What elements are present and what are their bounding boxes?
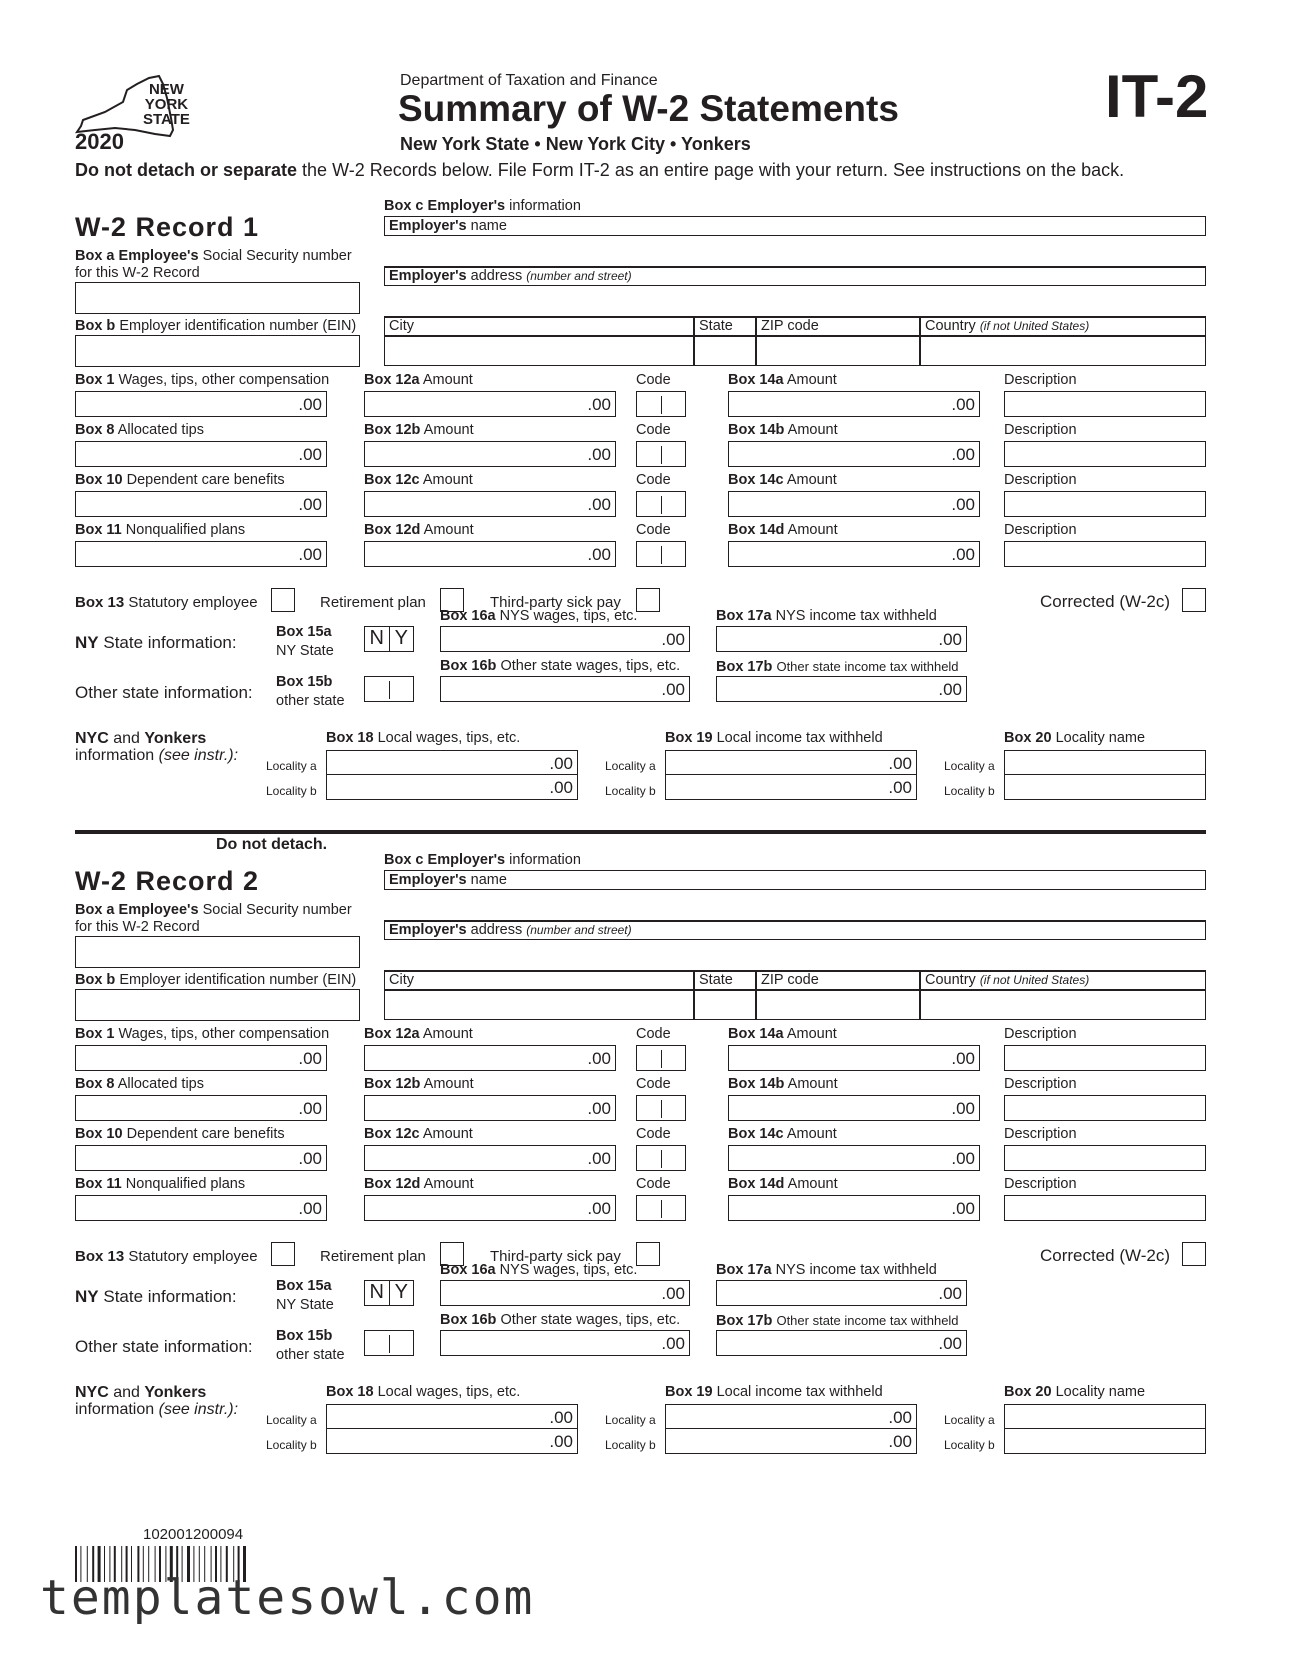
box-14a-input[interactable]: .00: [728, 1045, 980, 1071]
record-title: W-2 Record 1: [75, 212, 259, 242]
box-8-input[interactable]: .00: [75, 441, 327, 467]
description-b-label: Description: [1004, 422, 1077, 438]
record-title: W-2 Record 2: [75, 866, 259, 896]
description-d-label: Description: [1004, 1176, 1077, 1192]
do-not-detach-label: Do not detach.: [216, 836, 328, 853]
box-15b-input[interactable]: [364, 676, 414, 702]
city-label: City: [389, 318, 414, 334]
box-15a-label: Box 15a: [276, 624, 332, 640]
box-14c-label: Box 14c Amount: [728, 472, 837, 488]
code-d-label: Code: [636, 522, 671, 538]
box-10-input[interactable]: .00: [75, 1145, 327, 1171]
box-19-locality-a-label: Locality a: [605, 1413, 656, 1427]
box-16a-input[interactable]: .00: [440, 626, 690, 652]
box-11-input[interactable]: .00: [75, 1195, 327, 1221]
box-14a-input[interactable]: .00: [728, 391, 980, 417]
country-input[interactable]: [922, 337, 1204, 364]
nyc-yonkers-label-line2: information (see instr.):: [75, 1401, 239, 1418]
corrected-label: Corrected (W-2c): [1040, 592, 1171, 611]
box-10-label: Box 10 Dependent care benefits: [75, 472, 285, 488]
box-1-input[interactable]: .00: [75, 1045, 327, 1071]
description-c-input[interactable]: [1004, 1145, 1206, 1171]
box-11-label: Box 11 Nonqualified plans: [75, 1176, 246, 1192]
box-12c-label: Box 12c Amount: [364, 472, 473, 488]
box-19-locality-b-label: Locality b: [605, 784, 656, 798]
employer-name-label: Employer's name: [389, 872, 507, 888]
box-15a-sub: NY State: [276, 643, 334, 659]
box-a-label: Box a Employee's Social Security number: [75, 902, 352, 918]
box-16a-label: Box 16a NYS wages, tips, etc.: [440, 1262, 638, 1278]
box-20-label: Box 20 Locality name: [1004, 1384, 1146, 1400]
ny-state-info-label: NY State information:: [75, 633, 237, 652]
detach-instruction-bold: Do not detach or separate: [75, 160, 298, 180]
description-d-input[interactable]: [1004, 541, 1206, 567]
box-12a-label: Box 12a Amount: [364, 372, 473, 388]
box-14b-input[interactable]: .00: [728, 1095, 980, 1121]
description-a-label: Description: [1004, 372, 1077, 388]
box-20-locality-a-input[interactable]: [1004, 1404, 1206, 1430]
box-12c-input[interactable]: .00: [364, 1145, 616, 1171]
box-12d-input[interactable]: .00: [364, 1195, 616, 1221]
box-a-label: Box a Employee's Social Security number: [75, 248, 352, 264]
box-19-locality-b-input[interactable]: .00: [665, 1428, 917, 1454]
employer-name-input[interactable]: [384, 236, 1206, 266]
box-14a-label: Box 14a Amount: [728, 372, 837, 388]
description-b-input[interactable]: [1004, 1095, 1206, 1121]
code-d-input[interactable]: [636, 541, 686, 567]
employer-address-label: Employer's address (number and street): [389, 922, 632, 938]
state-input[interactable]: [696, 337, 753, 364]
box-1-input[interactable]: .00: [75, 391, 327, 417]
box-10-input[interactable]: .00: [75, 491, 327, 517]
code-d-label: Code: [636, 1176, 671, 1192]
box-17b-label: Box 17b Other state income tax withheld: [716, 659, 959, 675]
box-12a-input[interactable]: .00: [364, 391, 616, 417]
box-16a-label: Box 16a NYS wages, tips, etc.: [440, 608, 638, 624]
box-8-label: Box 8 Allocated tips: [75, 1076, 204, 1092]
box-12d-label: Box 12d Amount: [364, 522, 474, 538]
zip-input[interactable]: [758, 991, 917, 1018]
box-12a-input[interactable]: .00: [364, 1045, 616, 1071]
box-b-label: Box b Employer identification number (EIN): [75, 318, 357, 334]
state-label: State: [699, 972, 733, 988]
box-b-label: Box b Employer identification number (EIN): [75, 972, 357, 988]
box-17b-label: Box 17b Other state income tax withheld: [716, 1313, 959, 1329]
box-15b-sub: other state: [276, 693, 345, 709]
box-18-label: Box 18 Local wages, tips, etc.: [326, 730, 521, 746]
city-label: City: [389, 972, 414, 988]
code-d-input[interactable]: [636, 1195, 686, 1221]
box-12c-input[interactable]: .00: [364, 491, 616, 517]
box-15b-label: Box 15b: [276, 674, 333, 690]
description-b-input[interactable]: [1004, 441, 1206, 467]
box-12d-input[interactable]: .00: [364, 541, 616, 567]
code-a-input[interactable]: [636, 391, 686, 417]
employer-name-input[interactable]: [384, 890, 1206, 920]
box-15b-label: Box 15b: [276, 1328, 333, 1344]
state-input[interactable]: [696, 991, 753, 1018]
third-party-sick-pay-checkbox[interactable]: [636, 1242, 660, 1266]
code-b-input[interactable]: [636, 441, 686, 467]
box-14c-label: Box 14c Amount: [728, 1126, 837, 1142]
box-16b-input[interactable]: .00: [440, 676, 690, 702]
ein-input[interactable]: [75, 989, 360, 1021]
detach-instruction-rest: the W-2 Records below. File Form IT-2 as an entire page with your return. See instructions on the back.: [297, 160, 1125, 180]
box-15a-sub: NY State: [276, 1297, 334, 1313]
code-a-label: Code: [636, 372, 671, 388]
box-14d-input[interactable]: .00: [728, 541, 980, 567]
ein-input[interactable]: [75, 335, 360, 367]
code-b-input[interactable]: [636, 1095, 686, 1121]
box-11-label: Box 11 Nonqualified plans: [75, 522, 246, 538]
box-17b-input[interactable]: .00: [716, 1330, 967, 1356]
barcode-number: 102001200094: [143, 1526, 244, 1543]
box-17a-input[interactable]: .00: [716, 1280, 967, 1306]
box-c-label: Box c Employer's information: [384, 852, 581, 868]
box-18-locality-b-input[interactable]: .00: [326, 774, 578, 800]
box-14b-input[interactable]: .00: [728, 441, 980, 467]
corrected-checkbox[interactable]: [1182, 1242, 1206, 1266]
box-18-locality-b-input[interactable]: .00: [326, 1428, 578, 1454]
country-label: Country (if not United States): [925, 318, 1090, 334]
box-18-locality-a-input[interactable]: .00: [326, 1404, 578, 1430]
box-12b-label: Box 12b Amount: [364, 1076, 474, 1092]
box-18-label: Box 18 Local wages, tips, etc.: [326, 1384, 521, 1400]
box-13-label: Box 13 Statutory employee: [75, 1248, 258, 1265]
box-17a-label: Box 17a NYS income tax withheld: [716, 608, 937, 624]
country-label: Country (if not United States): [925, 972, 1090, 988]
box-18-locality-b-label: Locality b: [266, 1438, 317, 1452]
box-14d-label: Box 14d Amount: [728, 1176, 838, 1192]
logo-word-3: STATE: [143, 111, 190, 128]
box-1-label: Box 1 Wages, tips, other compensation: [75, 372, 330, 388]
description-a-input[interactable]: [1004, 1045, 1206, 1071]
box-14d-label: Box 14d Amount: [728, 522, 838, 538]
box-c-label: Box c Employer's information: [384, 198, 581, 214]
description-b-label: Description: [1004, 1076, 1077, 1092]
ssn-input[interactable]: [75, 936, 360, 968]
box-20-locality-a-label: Locality a: [944, 1413, 995, 1427]
zip-label: ZIP code: [761, 972, 819, 988]
description-c-input[interactable]: [1004, 491, 1206, 517]
box-19-label: Box 19 Local income tax withheld: [665, 730, 883, 746]
box-18-locality-a-label: Locality a: [266, 1413, 317, 1427]
state-label: State: [699, 318, 733, 334]
description-d-input[interactable]: [1004, 1195, 1206, 1221]
box-14b-label: Box 14b Amount: [728, 422, 838, 438]
zip-input[interactable]: [758, 337, 917, 364]
box-16b-label: Box 16b Other state wages, tips, etc.: [440, 658, 681, 674]
box-12b-label: Box 12b Amount: [364, 422, 474, 438]
corrected-checkbox[interactable]: [1182, 588, 1206, 612]
box-15a-ny-box: N Y: [364, 626, 414, 652]
code-c-input[interactable]: [636, 491, 686, 517]
box-15b-input[interactable]: [364, 1330, 414, 1356]
box-8-input[interactable]: .00: [75, 1095, 327, 1121]
box-19-label: Box 19 Local income tax withheld: [665, 1384, 883, 1400]
employer-address-input[interactable]: [384, 286, 1206, 316]
employer-address-label: Employer's address (number and street): [389, 268, 632, 284]
box-19-locality-a-input[interactable]: .00: [665, 1404, 917, 1430]
description-d-label: Description: [1004, 522, 1077, 538]
form-subtitle: New York State • New York City • Yonkers: [400, 134, 751, 154]
w2-record-2: [0, 844, 1290, 1484]
zip-label: ZIP code: [761, 318, 819, 334]
box-14a-label: Box 14a Amount: [728, 1026, 837, 1042]
box-20-locality-a-label: Locality a: [944, 759, 995, 773]
description-a-label: Description: [1004, 1026, 1077, 1042]
box-15a-ny-box: N Y: [364, 1280, 414, 1306]
code-a-input[interactable]: [636, 1045, 686, 1071]
city-input[interactable]: [386, 337, 691, 364]
box-19-locality-b-label: Locality b: [605, 1438, 656, 1452]
nyc-yonkers-label: NYC and Yonkers: [75, 1384, 207, 1401]
box-12b-input[interactable]: .00: [364, 1095, 616, 1121]
box-14c-input[interactable]: .00: [728, 1145, 980, 1171]
code-c-input[interactable]: [636, 1145, 686, 1171]
box-19-locality-a-label: Locality a: [605, 759, 656, 773]
w2-record-1: [0, 190, 1290, 830]
box-15b-sub: other state: [276, 1347, 345, 1363]
box-10-label: Box 10 Dependent care benefits: [75, 1126, 285, 1142]
detach-instruction: [75, 160, 1124, 181]
box-18-locality-a-label: Locality a: [266, 759, 317, 773]
ssn-input[interactable]: [75, 282, 360, 314]
ny-state-info-label: NY State information:: [75, 1287, 237, 1306]
logo-word-2: YORK: [144, 96, 189, 113]
logo-word-1: NEW: [148, 81, 184, 98]
description-a-input[interactable]: [1004, 391, 1206, 417]
statutory-employee-checkbox[interactable]: [271, 1242, 295, 1266]
retirement-plan-label: Retirement plan: [320, 594, 426, 611]
box-17a-label: Box 17a NYS income tax withheld: [716, 1262, 937, 1278]
box-16b-input[interactable]: .00: [440, 1330, 690, 1356]
box-19-locality-b-input[interactable]: .00: [665, 774, 917, 800]
corrected-label: Corrected (W-2c): [1040, 1246, 1171, 1265]
code-b-label: Code: [636, 422, 671, 438]
nyc-yonkers-label-line2: information (see instr.):: [75, 747, 239, 764]
box-12a-label: Box 12a Amount: [364, 1026, 473, 1042]
record-divider: [75, 830, 1206, 834]
box-20-locality-b-input[interactable]: [1004, 1428, 1206, 1454]
form-title: Summary of W-2 Statements: [398, 88, 899, 129]
box-11-input[interactable]: .00: [75, 541, 327, 567]
box-1-label: Box 1 Wages, tips, other compensation: [75, 1026, 330, 1042]
box-20-label: Box 20 Locality name: [1004, 730, 1146, 746]
country-input[interactable]: [922, 991, 1204, 1018]
box-8-label: Box 8 Allocated tips: [75, 422, 204, 438]
box-16b-label: Box 16b Other state wages, tips, etc.: [440, 1312, 681, 1328]
box-14c-input[interactable]: .00: [728, 491, 980, 517]
other-state-info-label: Other state information:: [75, 1337, 253, 1356]
box-a-label-line2: for this W-2 Record: [75, 265, 200, 281]
box-12b-input[interactable]: .00: [364, 441, 616, 467]
statutory-employee-checkbox[interactable]: [271, 588, 295, 612]
box-20-locality-b-input[interactable]: [1004, 774, 1206, 800]
box-15a-label: Box 15a: [276, 1278, 332, 1294]
description-c-label: Description: [1004, 1126, 1077, 1142]
code-b-label: Code: [636, 1076, 671, 1092]
box-17a-input[interactable]: .00: [716, 626, 967, 652]
box-20-locality-b-label: Locality b: [944, 784, 995, 798]
form-id: IT-2: [1105, 63, 1209, 130]
box-16a-input[interactable]: .00: [440, 1280, 690, 1306]
box-12d-label: Box 12d Amount: [364, 1176, 474, 1192]
nyc-yonkers-label: NYC and Yonkers: [75, 730, 207, 747]
third-party-sick-pay-label: Third-party sick pay: [490, 594, 621, 611]
retirement-plan-label: Retirement plan: [320, 1248, 426, 1265]
code-c-label: Code: [636, 1126, 671, 1142]
watermark: templatesowl.com: [40, 1570, 535, 1626]
box-a-label-line2: for this W-2 Record: [75, 919, 200, 935]
code-a-label: Code: [636, 1026, 671, 1042]
code-c-label: Code: [636, 472, 671, 488]
box-14d-input[interactable]: .00: [728, 1195, 980, 1221]
city-input[interactable]: [386, 991, 691, 1018]
employer-address-input[interactable]: [384, 940, 1206, 970]
box-19-locality-a-input[interactable]: .00: [665, 750, 917, 776]
box-20-locality-b-label: Locality b: [944, 1438, 995, 1452]
third-party-sick-pay-checkbox[interactable]: [636, 588, 660, 612]
department-name: Department of Taxation and Finance: [400, 72, 658, 89]
employer-name-label: Employer's name: [389, 218, 507, 234]
box-20-locality-a-input[interactable]: [1004, 750, 1206, 776]
third-party-sick-pay-label: Third-party sick pay: [490, 1248, 621, 1265]
box-18-locality-b-label: Locality b: [266, 784, 317, 798]
box-17b-input[interactable]: .00: [716, 676, 967, 702]
form-year: 2020: [75, 129, 124, 154]
other-state-info-label: Other state information:: [75, 683, 253, 702]
box-13-label: Box 13 Statutory employee: [75, 594, 258, 611]
box-12c-label: Box 12c Amount: [364, 1126, 473, 1142]
box-18-locality-a-input[interactable]: .00: [326, 750, 578, 776]
description-c-label: Description: [1004, 472, 1077, 488]
box-14b-label: Box 14b Amount: [728, 1076, 838, 1092]
